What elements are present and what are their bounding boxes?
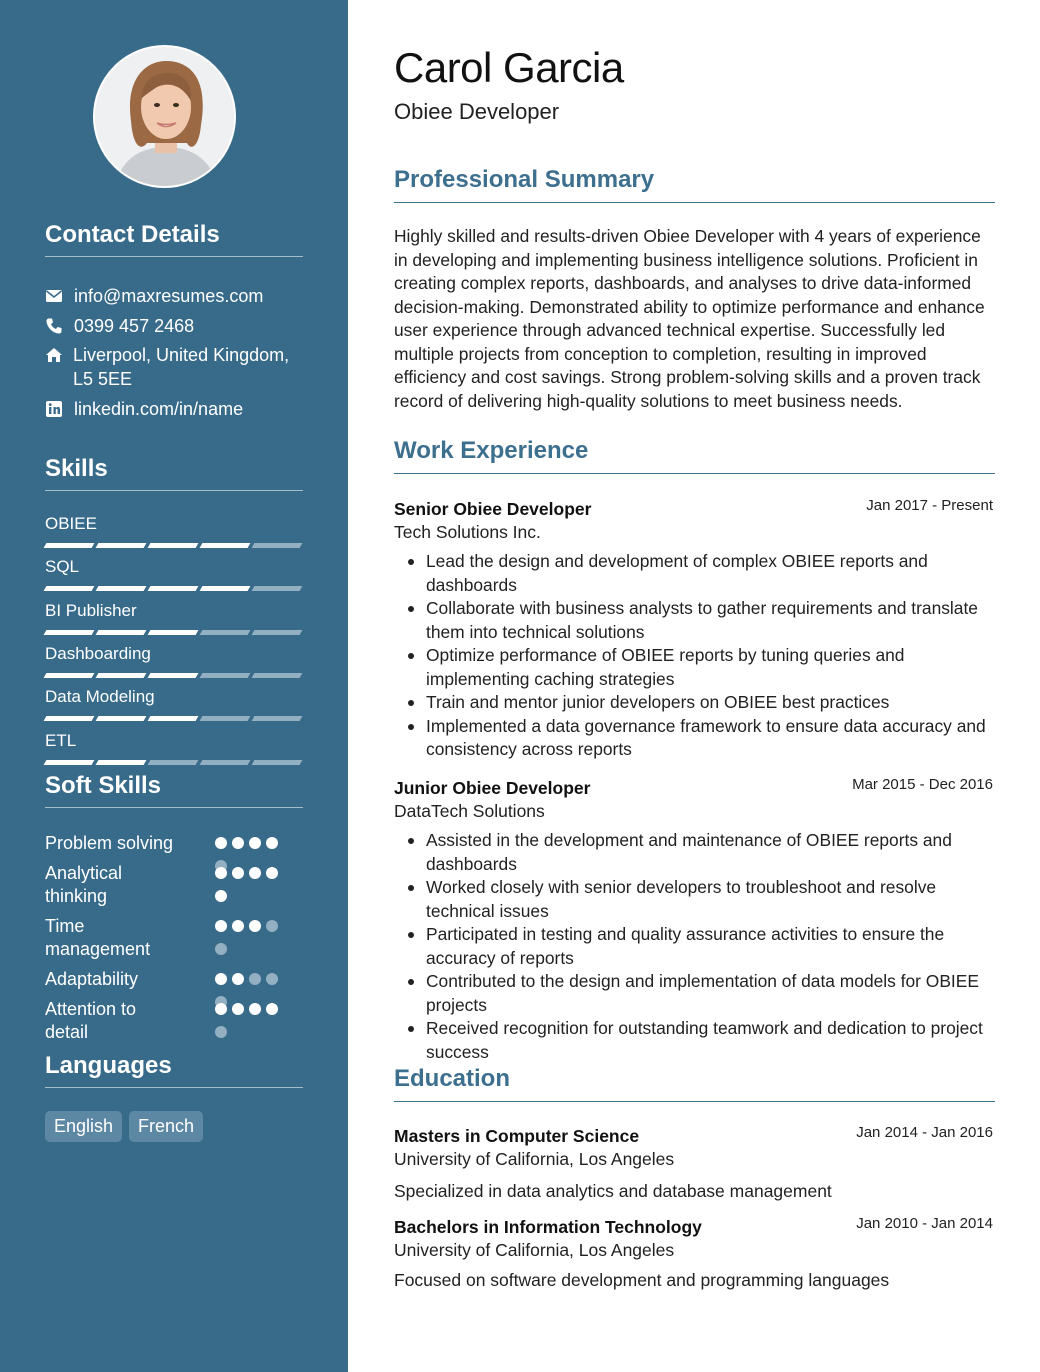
- job-dates: Jan 2017 - Present: [866, 497, 993, 514]
- list-item: Assisted in the development and maintenance of OBIEE reports and dashboards: [394, 829, 994, 876]
- skill-segment-empty: [252, 543, 303, 548]
- contact-address-line2: L5 5EE: [73, 369, 133, 389]
- rating-dot-filled: [232, 920, 244, 932]
- soft-skill-name: thinking: [45, 886, 108, 906]
- skill-name: SQL: [45, 557, 80, 576]
- rating-dot-empty: [215, 943, 227, 955]
- contact-phone[interactable]: 0399 457 2468: [74, 316, 195, 336]
- soft-skill-name: management: [45, 939, 151, 959]
- experience-heading: Work Experience: [394, 437, 995, 474]
- skill-segment-filled: [96, 586, 147, 591]
- rating-dot-filled: [266, 837, 278, 849]
- skill-segment-empty: [252, 716, 303, 721]
- skill-name: Data Modeling: [45, 687, 155, 706]
- envelope-icon: [45, 287, 63, 305]
- skill-segment-filled: [148, 630, 199, 635]
- skill-segment-empty: [252, 586, 303, 591]
- soft-skill-name: Adaptability: [45, 969, 139, 989]
- rating-dot-filled: [249, 1003, 261, 1015]
- skill-segment-empty: [200, 716, 251, 721]
- rating-dot-filled: [215, 1003, 227, 1015]
- education-description: Specialized in data analytics and database management: [394, 1181, 832, 1201]
- soft-skill-name: detail: [45, 1022, 89, 1042]
- degree-title: Bachelors in Information Technology: [394, 1217, 702, 1237]
- avatar: [93, 45, 236, 188]
- rating-dot-filled: [249, 867, 261, 879]
- job-bullets: [394, 829, 994, 1064]
- skill-segment-empty: [200, 760, 251, 765]
- job-dates: Mar 2015 - Dec 2016: [852, 776, 993, 793]
- education-dates: Jan 2014 - Jan 2016: [856, 1124, 993, 1141]
- phone-icon: [45, 317, 63, 335]
- skill-level-bar: [45, 716, 302, 721]
- education-description: Focused on software development and programming languages: [394, 1270, 890, 1290]
- skill-segment-filled: [44, 673, 95, 678]
- list-item: Collaborate with business analysts to gather requirements and translate them into technical solutions: [394, 597, 994, 644]
- skill-name: OBIEE: [45, 514, 97, 533]
- rating-dot-empty: [215, 1026, 227, 1038]
- skill-segment-filled: [96, 760, 147, 765]
- rating-dot-filled: [266, 867, 278, 879]
- skill-name: Dashboarding: [45, 644, 151, 663]
- skill-segment-filled: [148, 673, 199, 678]
- school-name: University of California, Los Angeles: [394, 1149, 675, 1169]
- soft-skill-name: Problem solving: [45, 833, 174, 853]
- rating-dot-filled: [215, 867, 227, 879]
- list-item: Train and mentor junior developers on OBIEE best practices: [394, 691, 994, 715]
- rating-dot-filled: [232, 837, 244, 849]
- skill-segment-filled: [148, 543, 199, 548]
- rating-dot-filled: [215, 973, 227, 985]
- rating-dot-filled: [215, 920, 227, 932]
- degree-title: Masters in Computer Science: [394, 1126, 640, 1146]
- school-name: University of California, Los Angeles: [394, 1240, 675, 1260]
- skill-segment-empty: [252, 760, 303, 765]
- rating-dot-filled: [232, 867, 244, 879]
- job-bullets: [394, 550, 994, 762]
- contact-linkedin[interactable]: linkedin.com/in/name: [74, 399, 244, 419]
- language-chip: French: [129, 1111, 203, 1142]
- contact-address-line1: Liverpool, United Kingdom,: [73, 345, 290, 365]
- soft-skill-name: Time: [45, 916, 85, 936]
- skill-segment-filled: [44, 716, 95, 721]
- summary-text: Highly skilled and results-driven Obiee Developer with 4 years of experience in developing and implementing business intelligence solutions. Proficient in creating complex reports, dashboards, and analyses to drive data-informed decision-making. Demonstrated ability to optimize performance and enhance user experience through advanced technical expertise. Successfully led multiple projects from conception to completion, resulting in improved efficiency and cost savings. Strong problem-solving skills and a proven track record of delivering high-quality solutions to meet business needs.: [394, 226, 985, 411]
- list-item: Lead the design and development of complex OBIEE reports and dashboards: [394, 550, 994, 597]
- skill-segment-filled: [44, 543, 95, 548]
- skill-segment-filled: [96, 716, 147, 721]
- skills-heading: Skills: [45, 455, 303, 491]
- skill-segment-filled: [96, 673, 147, 678]
- rating-dot-filled: [266, 1003, 278, 1015]
- list-item: Received recognition for outstanding teamwork and dedication to project success: [394, 1017, 994, 1064]
- linkedin-icon: [45, 400, 63, 418]
- skill-name: BI Publisher: [45, 601, 137, 620]
- rating-dot-filled: [232, 973, 244, 985]
- skill-level-bar: [45, 543, 302, 548]
- language-chip: English: [45, 1111, 122, 1142]
- soft-skills-heading: Soft Skills: [45, 772, 303, 808]
- skill-segment-empty: [252, 630, 303, 635]
- skill-segment-filled: [44, 586, 95, 591]
- skill-name: ETL: [45, 731, 77, 750]
- education-dates: Jan 2010 - Jan 2014: [856, 1215, 993, 1232]
- rating-dot-empty: [266, 973, 278, 985]
- list-item: Optimize performance of OBIEE reports by tuning queries and implementing caching strategies: [394, 644, 994, 691]
- skill-segment-empty: [200, 630, 251, 635]
- skill-segment-empty: [252, 673, 303, 678]
- list-item: Implemented a data governance framework to ensure data accuracy and consistency across reports: [394, 715, 994, 762]
- skill-segment-filled: [96, 543, 147, 548]
- education-heading: Education: [394, 1065, 995, 1102]
- skill-segment-filled: [200, 586, 251, 591]
- skill-level-bar: [45, 760, 302, 765]
- profile-photo: [95, 47, 236, 188]
- job-company: DataTech Solutions: [394, 801, 545, 821]
- skill-segment-filled: [44, 630, 95, 635]
- rating-dot-filled: [249, 920, 261, 932]
- sidebar: [0, 0, 348, 1372]
- list-item: Worked closely with senior developers to troubleshoot and resolve technical issues: [394, 876, 994, 923]
- rating-dot-filled: [249, 837, 261, 849]
- candidate-name: Carol Garcia: [394, 44, 624, 91]
- skill-segment-empty: [200, 673, 251, 678]
- contact-email[interactable]: info@maxresumes.com: [74, 286, 264, 306]
- skill-level-bar: [45, 586, 302, 591]
- skill-level-bar: [45, 673, 302, 678]
- candidate-title: Obiee Developer: [394, 99, 560, 124]
- rating-dot-filled: [215, 890, 227, 902]
- skill-segment-filled: [148, 586, 199, 591]
- rating-dot-empty: [266, 920, 278, 932]
- contact-heading: Contact Details: [45, 221, 303, 257]
- job-title: Senior Obiee Developer: [394, 499, 592, 519]
- skill-segment-filled: [96, 630, 147, 635]
- soft-skill-name: Attention to: [45, 999, 137, 1019]
- job-title: Junior Obiee Developer: [394, 778, 591, 798]
- soft-skill-name: Analytical: [45, 863, 123, 883]
- rating-dot-filled: [232, 1003, 244, 1015]
- list-item: Participated in testing and quality assurance activities to ensure the accuracy of reports: [394, 923, 994, 970]
- summary-heading: Professional Summary: [394, 166, 995, 203]
- skill-segment-filled: [148, 716, 199, 721]
- list-item: Contributed to the design and implementation of data models for OBIEE projects: [394, 970, 994, 1017]
- rating-dot-filled: [215, 837, 227, 849]
- rating-dot-empty: [249, 973, 261, 985]
- home-icon: [45, 346, 63, 364]
- skill-segment-empty: [148, 760, 199, 765]
- job-company: Tech Solutions Inc.: [394, 522, 541, 542]
- skill-segment-filled: [200, 543, 251, 548]
- skill-segment-filled: [44, 760, 95, 765]
- languages-heading: Languages: [45, 1052, 303, 1088]
- skill-level-bar: [45, 630, 302, 635]
